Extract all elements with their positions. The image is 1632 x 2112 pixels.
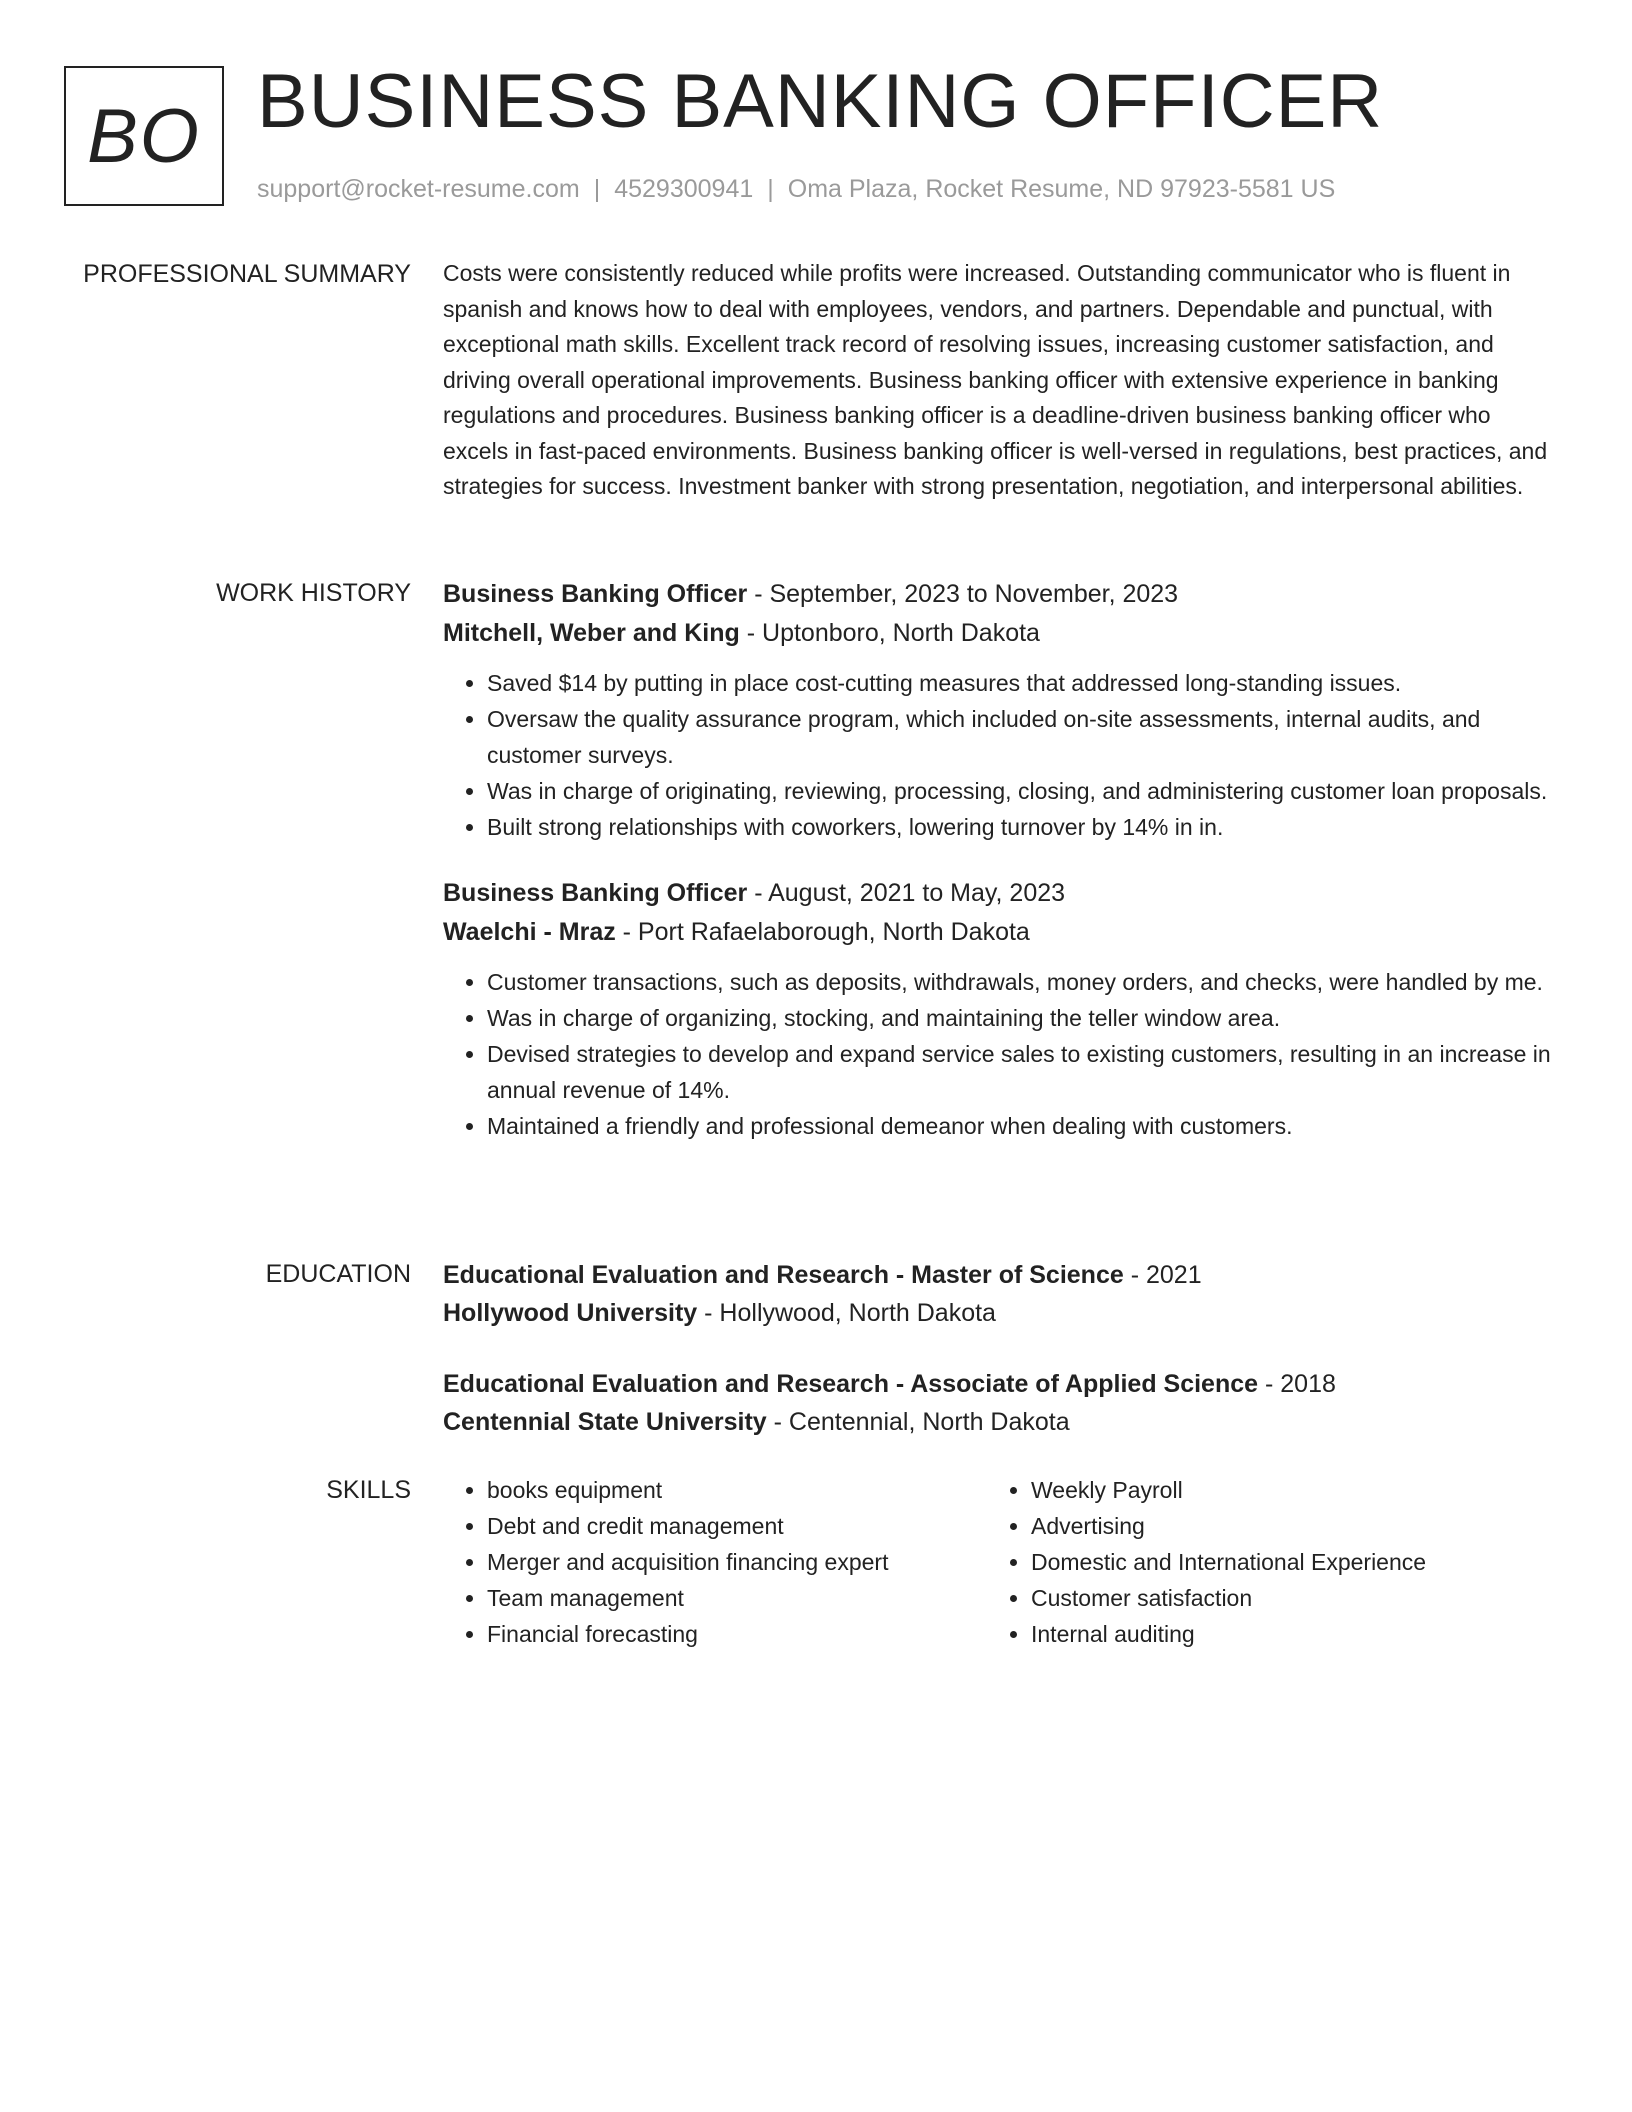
job-title-line	[443, 874, 1553, 913]
job-bullets	[443, 964, 1553, 1144]
resume-title: BUSINESS BANKING OFFICER	[257, 59, 1384, 144]
list-item: • Domestic and International Experience	[1031, 1544, 1531, 1580]
education-entry	[443, 1365, 1553, 1441]
job-entry	[443, 575, 1553, 845]
education-degree-line	[443, 1256, 1553, 1294]
education-location: - Hollywood, North Dakota	[697, 1299, 996, 1327]
list-item: • Built strong relationships with coworkers, lowering turnover by 14% in in.	[487, 809, 1553, 845]
job-company-line	[443, 913, 1553, 952]
skills-columns	[443, 1472, 1553, 1652]
job-entry	[443, 874, 1553, 1144]
contact-separator: |	[593, 175, 601, 203]
list-item: • Maintained a friendly and professional demeanor when dealing with customers.	[487, 1108, 1553, 1144]
contact-separator: |	[767, 175, 774, 203]
list-item: • Internal auditing	[1031, 1616, 1531, 1652]
education-school-line	[443, 1294, 1553, 1332]
education-school-line	[443, 1403, 1553, 1441]
job-location: - Uptonboro, North Dakota	[739, 619, 1040, 647]
contact-line	[257, 172, 1335, 206]
job-bullets	[443, 665, 1553, 845]
job-company: Waelchi - Mraz	[443, 918, 616, 946]
education-degree: Educational Evaluation and Research - Associate of Applied Science	[443, 1370, 1259, 1398]
list-item: • Merger and acquisition financing expert	[487, 1544, 987, 1580]
list-item: • Debt and credit management	[487, 1508, 987, 1544]
list-item: • Customer satisfaction	[1031, 1580, 1531, 1616]
job-location: - Port Rafaelaborough, North Dakota	[615, 918, 1030, 946]
list-item: • Weekly Payroll	[1031, 1472, 1531, 1508]
education-entry	[443, 1256, 1553, 1332]
education-school: Hollywood University	[443, 1299, 698, 1327]
section-label-summary: PROFESSIONAL SUMMARY	[83, 260, 411, 288]
job-title: Business Banking Officer	[443, 879, 748, 907]
list-item: • Saved $14 by putting in place cost-cutting measures that addressed long-standing issues.	[487, 665, 1553, 701]
job-title: Business Banking Officer	[443, 580, 748, 608]
skills-column-left	[443, 1472, 987, 1652]
job-title-line	[443, 575, 1553, 614]
skills-list	[987, 1472, 1531, 1652]
education-body	[443, 1256, 1553, 1441]
education-school: Centennial State University	[443, 1408, 767, 1436]
job-company-line	[443, 614, 1553, 653]
skills-column-right	[987, 1472, 1531, 1652]
education-location: - Centennial, North Dakota	[766, 1408, 1070, 1436]
monogram-initials: BO	[87, 93, 201, 179]
monogram-box	[64, 66, 224, 206]
job-dates: - September, 2023 to November, 2023	[747, 580, 1179, 608]
education-degree: Educational Evaluation and Research - Master of Science	[443, 1261, 1124, 1289]
work-history-body	[443, 575, 1553, 1144]
summary-body	[443, 256, 1553, 505]
list-item: • Was in charge of originating, reviewing, processing, closing, and administering customer loan proposals.	[487, 773, 1553, 809]
section-label-skills: SKILLS	[326, 1476, 411, 1504]
contact-phone: 4529300941	[614, 175, 754, 203]
summary-text: Costs were consistently reduced while profits were increased. Outstanding communicator who is fluent in spanish and knows how to deal with employees, vendors, and partners. Dependable and punctual, with exceptional math skills. Excellent track record of resolving issues, increasing customer satisfaction, and driving overall operational improvements. Business banking officer with extensive experience in banking regulations and procedures. Business banking officer is a deadline-driven business banking officer who excels in fast-paced environments. Business banking officer is well-versed in regulations, best practices, and strategies for success. Investment banker with strong presentation, negotiation, and interpersonal abilities.	[443, 260, 1548, 499]
job-dates: - August, 2021 to May, 2023	[747, 879, 1066, 907]
list-item: • Devised strategies to develop and expand service sales to existing customers, resulting in an increase in annual revenue of 14%.	[487, 1036, 1553, 1108]
skills-body	[443, 1472, 1553, 1652]
education-degree-line	[443, 1365, 1553, 1403]
list-item: • Oversaw the quality assurance program, which included on-site assessments, internal audits, and customer surveys.	[487, 701, 1553, 773]
section-label-education: EDUCATION	[265, 1260, 411, 1288]
education-year: - 2021	[1123, 1261, 1202, 1289]
list-item: • Customer transactions, such as deposits, withdrawals, money orders, and checks, were handled by me.	[487, 964, 1553, 1000]
list-item: • Financial forecasting	[487, 1616, 987, 1652]
list-item: • Advertising	[1031, 1508, 1531, 1544]
contact-address: Oma Plaza, Rocket Resume, ND 97923-5581 US	[787, 175, 1336, 203]
skills-list	[443, 1472, 987, 1652]
list-item: • books equipment	[487, 1472, 987, 1508]
list-item: • Team management	[487, 1580, 987, 1616]
job-company: Mitchell, Weber and King	[443, 619, 740, 647]
section-label-work: WORK HISTORY	[216, 579, 411, 607]
contact-email: support@rocket-resume.com	[257, 175, 580, 203]
education-year: - 2018	[1258, 1370, 1336, 1398]
list-item: • Was in charge of organizing, stocking, and maintaining the teller window area.	[487, 1000, 1553, 1036]
